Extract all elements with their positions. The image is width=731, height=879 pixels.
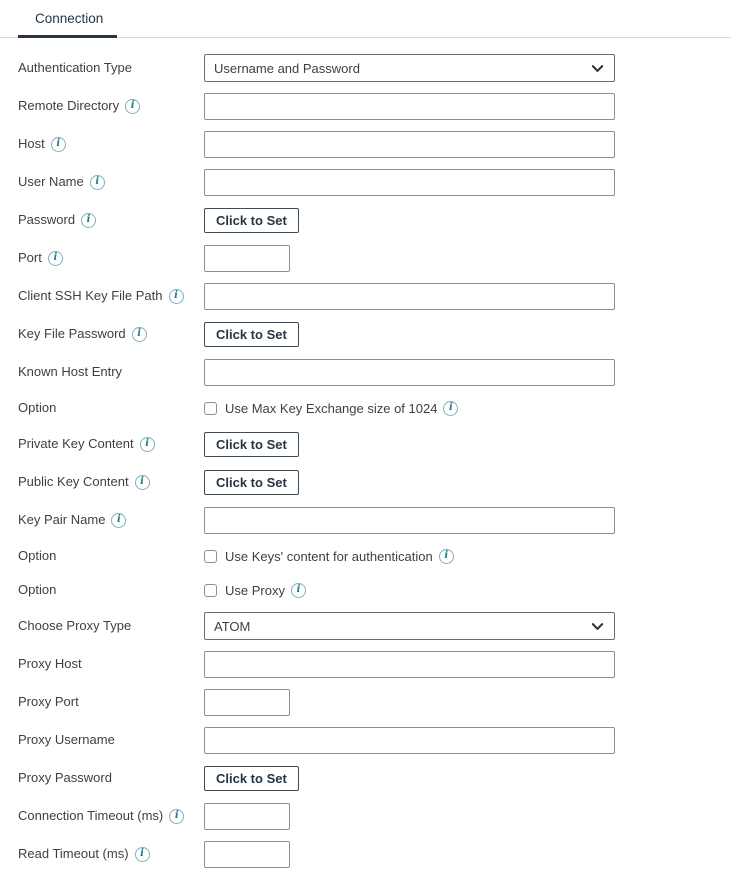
field-label-cell (18, 326, 204, 342)
form-row-known-host-entry (18, 358, 731, 386)
field-control-cell (204, 549, 454, 564)
field-label-cell (18, 60, 204, 76)
form-row-key-pair-name (18, 506, 731, 534)
form-row-option-use-keys-content (18, 544, 731, 568)
option-use-proxy-checkbox-option (204, 583, 306, 598)
form-row-option-use-proxy (18, 578, 731, 602)
field-label: Option (18, 582, 57, 598)
field-control-cell (204, 612, 615, 640)
field-label: Connection Timeout (ms) (18, 808, 164, 824)
form-row-proxy-host (18, 650, 731, 678)
form-row-proxy-password (18, 764, 731, 792)
checkbox-label: Use Proxy (225, 582, 285, 598)
form-row-user-name (18, 168, 731, 196)
form-row-password (18, 206, 731, 234)
host-input[interactable] (204, 131, 615, 158)
password-set-button[interactable]: Click to Set (204, 208, 299, 233)
field-label-cell (18, 770, 204, 786)
field-label: Private Key Content (18, 436, 134, 452)
key-file-password-set-button[interactable]: Click to Set (204, 322, 299, 347)
known-host-entry-input[interactable] (204, 359, 615, 386)
info-icon[interactable]: i (135, 475, 150, 490)
field-label: Key Pair Name (18, 512, 106, 528)
field-control-cell (204, 470, 299, 495)
field-label: Proxy Port (18, 694, 79, 710)
option-max-key-exchange-checkbox-option (204, 401, 458, 416)
field-control-cell (204, 245, 290, 272)
form-row-client-ssh-key-file-path (18, 282, 731, 310)
remote-directory-input[interactable] (204, 93, 615, 120)
field-label: Proxy Password (18, 770, 112, 786)
field-control-cell (204, 169, 615, 196)
key-pair-name-input[interactable] (204, 507, 615, 534)
field-label-cell (18, 548, 204, 564)
field-label: Known Host Entry (18, 364, 123, 380)
option-use-keys-content-checkbox-option (204, 549, 454, 564)
field-label: Host (18, 136, 45, 152)
connection-timeout-ms-input[interactable] (204, 803, 290, 830)
form-row-private-key-content (18, 430, 731, 458)
field-label-cell (18, 174, 204, 190)
field-label: Client SSH Key File Path (18, 288, 163, 304)
form-row-key-file-password (18, 320, 731, 348)
form-row-read-timeout-ms (18, 840, 731, 868)
field-label-cell (18, 364, 204, 380)
field-label: Public Key Content (18, 474, 129, 490)
field-control-cell (204, 583, 306, 598)
info-icon[interactable]: i (140, 437, 155, 452)
form-row-authentication-type (18, 54, 731, 82)
client-ssh-key-file-path-input[interactable] (204, 283, 615, 310)
proxy-port-input[interactable] (204, 689, 290, 716)
field-control-cell (204, 651, 615, 678)
field-control-cell (204, 841, 290, 868)
option-max-key-exchange-checkbox[interactable] (204, 402, 217, 415)
form-row-proxy-port (18, 688, 731, 716)
field-control-cell (204, 131, 615, 158)
field-label-cell (18, 694, 204, 710)
form-row-choose-proxy-type (18, 612, 731, 640)
info-icon[interactable]: i (135, 847, 150, 862)
field-label: Proxy Host (18, 656, 82, 672)
field-control-cell (204, 93, 615, 120)
field-label-cell (18, 400, 204, 416)
info-icon[interactable]: i (291, 583, 306, 598)
info-icon[interactable]: i (90, 175, 105, 190)
field-label: Password (18, 212, 76, 228)
field-label-cell (18, 250, 204, 266)
tab-bar (0, 0, 731, 38)
field-control-cell (204, 727, 615, 754)
field-label-cell (18, 656, 204, 672)
form-row-remote-directory (18, 92, 731, 120)
info-icon[interactable]: i (51, 137, 66, 152)
field-control-cell (204, 766, 299, 791)
proxy-username-input[interactable] (204, 727, 615, 754)
field-label-cell (18, 136, 204, 152)
form-row-connection-timeout-ms (18, 802, 731, 830)
field-label-cell (18, 732, 204, 748)
authentication-type-select[interactable] (204, 54, 615, 82)
info-icon[interactable]: i (81, 213, 96, 228)
chevron-down-icon (590, 61, 605, 76)
field-control-cell (204, 359, 615, 386)
form-row-host (18, 130, 731, 158)
field-label: Read Timeout (ms) (18, 846, 129, 862)
field-label: Option (18, 400, 57, 416)
field-label-cell (18, 436, 204, 452)
field-label-cell (18, 618, 204, 634)
chevron-down-icon (590, 619, 605, 634)
field-label-cell (18, 582, 204, 598)
field-label: Option (18, 548, 57, 564)
field-label: User Name (18, 174, 84, 190)
field-label-cell (18, 474, 204, 490)
info-icon[interactable]: i (111, 513, 126, 528)
select-value: Username and Password (214, 60, 360, 76)
field-control-cell (204, 432, 299, 457)
read-timeout-ms-input[interactable] (204, 841, 290, 868)
connection-form (0, 38, 731, 868)
info-icon[interactable]: i (439, 549, 454, 564)
field-label-cell (18, 846, 204, 862)
form-row-option-max-key-exchange (18, 396, 731, 420)
field-label: Choose Proxy Type (18, 618, 132, 634)
tab-connection[interactable]: Connection (18, 11, 117, 38)
field-control-cell (204, 54, 615, 82)
field-control-cell (204, 507, 615, 534)
field-label: Port (18, 250, 42, 266)
field-label: Proxy Username (18, 732, 115, 748)
info-icon[interactable]: i (443, 401, 458, 416)
form-row-public-key-content (18, 468, 731, 496)
proxy-host-input[interactable] (204, 651, 615, 678)
option-use-proxy-checkbox[interactable] (204, 584, 217, 597)
select-value: ATOM (214, 618, 251, 634)
field-control-cell (204, 208, 299, 233)
info-icon[interactable]: i (169, 289, 184, 304)
field-control-cell (204, 283, 615, 310)
info-icon[interactable]: i (125, 99, 140, 114)
form-row-port (18, 244, 731, 272)
checkbox-label: Use Keys' content for authentication (225, 548, 433, 564)
private-key-content-set-button[interactable]: Click to Set (204, 432, 299, 457)
field-label-cell (18, 512, 204, 528)
info-icon[interactable]: i (169, 809, 184, 824)
field-control-cell (204, 689, 290, 716)
field-control-cell (204, 322, 299, 347)
field-label-cell (18, 212, 204, 228)
form-row-proxy-username (18, 726, 731, 754)
public-key-content-set-button[interactable]: Click to Set (204, 470, 299, 495)
info-icon[interactable]: i (48, 251, 63, 266)
field-label: Authentication Type (18, 60, 132, 76)
field-label-cell (18, 288, 204, 304)
option-use-keys-content-checkbox[interactable] (204, 550, 217, 563)
field-label-cell (18, 808, 204, 824)
choose-proxy-type-select[interactable] (204, 612, 615, 640)
field-control-cell (204, 401, 458, 416)
field-label: Remote Directory (18, 98, 120, 114)
checkbox-label: Use Max Key Exchange size of 1024 (225, 400, 438, 416)
info-icon[interactable]: i (132, 327, 147, 342)
field-label-cell (18, 98, 204, 114)
proxy-password-set-button[interactable]: Click to Set (204, 766, 299, 791)
port-input[interactable] (204, 245, 290, 272)
field-control-cell (204, 803, 290, 830)
field-label: Key File Password (18, 326, 126, 342)
user-name-input[interactable] (204, 169, 615, 196)
